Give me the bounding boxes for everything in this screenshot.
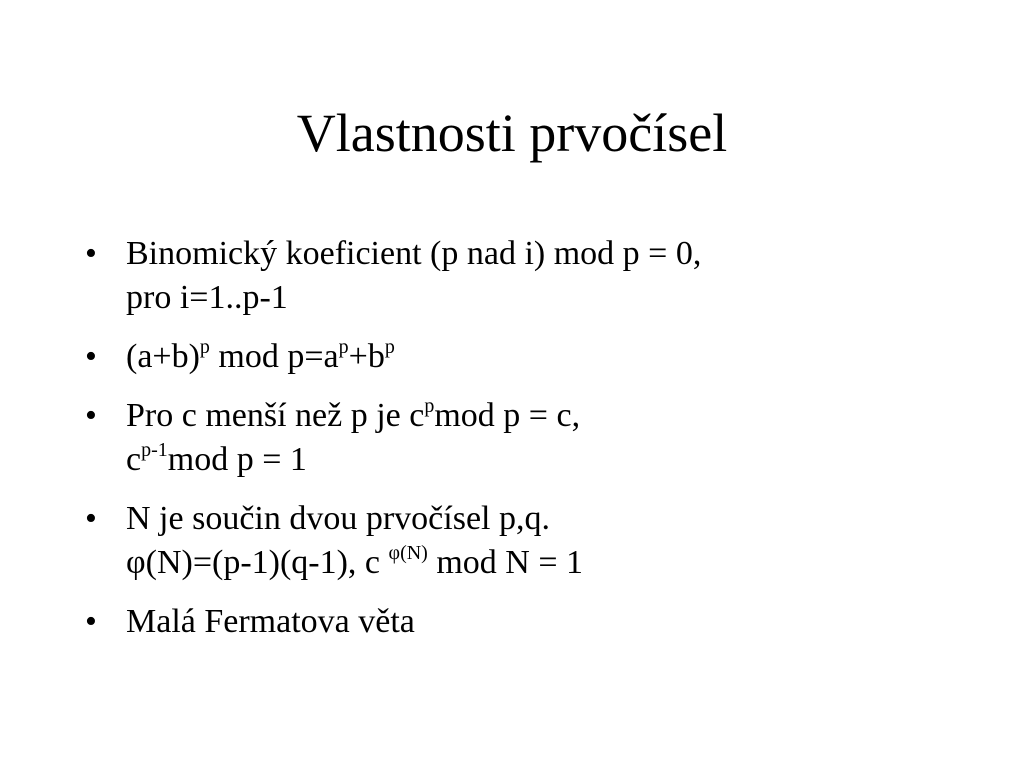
text-segment: mod p=a — [209, 338, 339, 375]
bullet-marker: • — [85, 338, 97, 375]
superscript: p-1 — [141, 438, 168, 461]
bullet-text-line — [126, 394, 985, 438]
text-segment: (a+b) — [126, 338, 200, 375]
bullet-text-line — [126, 438, 985, 482]
bullet-text-line — [126, 541, 985, 585]
text-segment: mod p = 1 — [167, 441, 307, 478]
superscript: p — [338, 335, 349, 358]
text-segment: +b — [348, 338, 385, 375]
bullet-list — [85, 232, 985, 659]
bullet-marker: • — [85, 500, 97, 537]
bullet-text-line: Binomický koeficient (p nad i) mod p = 0, — [126, 235, 702, 272]
bullet-item-little-fermat — [85, 600, 985, 644]
text-segment: mod p = c, — [434, 397, 581, 434]
bullet-item-binomial — [85, 232, 985, 320]
bullet-text-line: pro i=1..p-1 — [126, 279, 288, 316]
bullet-item-freshman-dream — [85, 335, 985, 379]
bullet-marker: • — [85, 603, 97, 640]
bullet-text-line: Malá Fermatova věta — [126, 603, 415, 640]
text-segment: mod N = 1 — [427, 544, 584, 581]
superscript: p — [199, 335, 210, 358]
superscript: p — [384, 335, 395, 358]
bullet-item-euler — [85, 497, 985, 585]
bullet-text-line — [126, 335, 985, 379]
text-segment: Pro c menší než p je c — [126, 397, 425, 434]
text-segment: c — [126, 441, 142, 478]
bullet-text-line: N je součin dvou prvočísel p,q. — [126, 500, 550, 537]
superscript: φ(N) — [388, 541, 428, 564]
superscript: p — [424, 394, 435, 417]
bullet-item-fermat-property — [85, 394, 985, 482]
bullet-marker: • — [85, 235, 97, 272]
slide-title: Vlastnosti prvočísel — [296, 103, 728, 163]
text-segment: φ(N)=(p-1)(q-1), c — [126, 544, 389, 581]
bullet-marker: • — [85, 397, 97, 434]
